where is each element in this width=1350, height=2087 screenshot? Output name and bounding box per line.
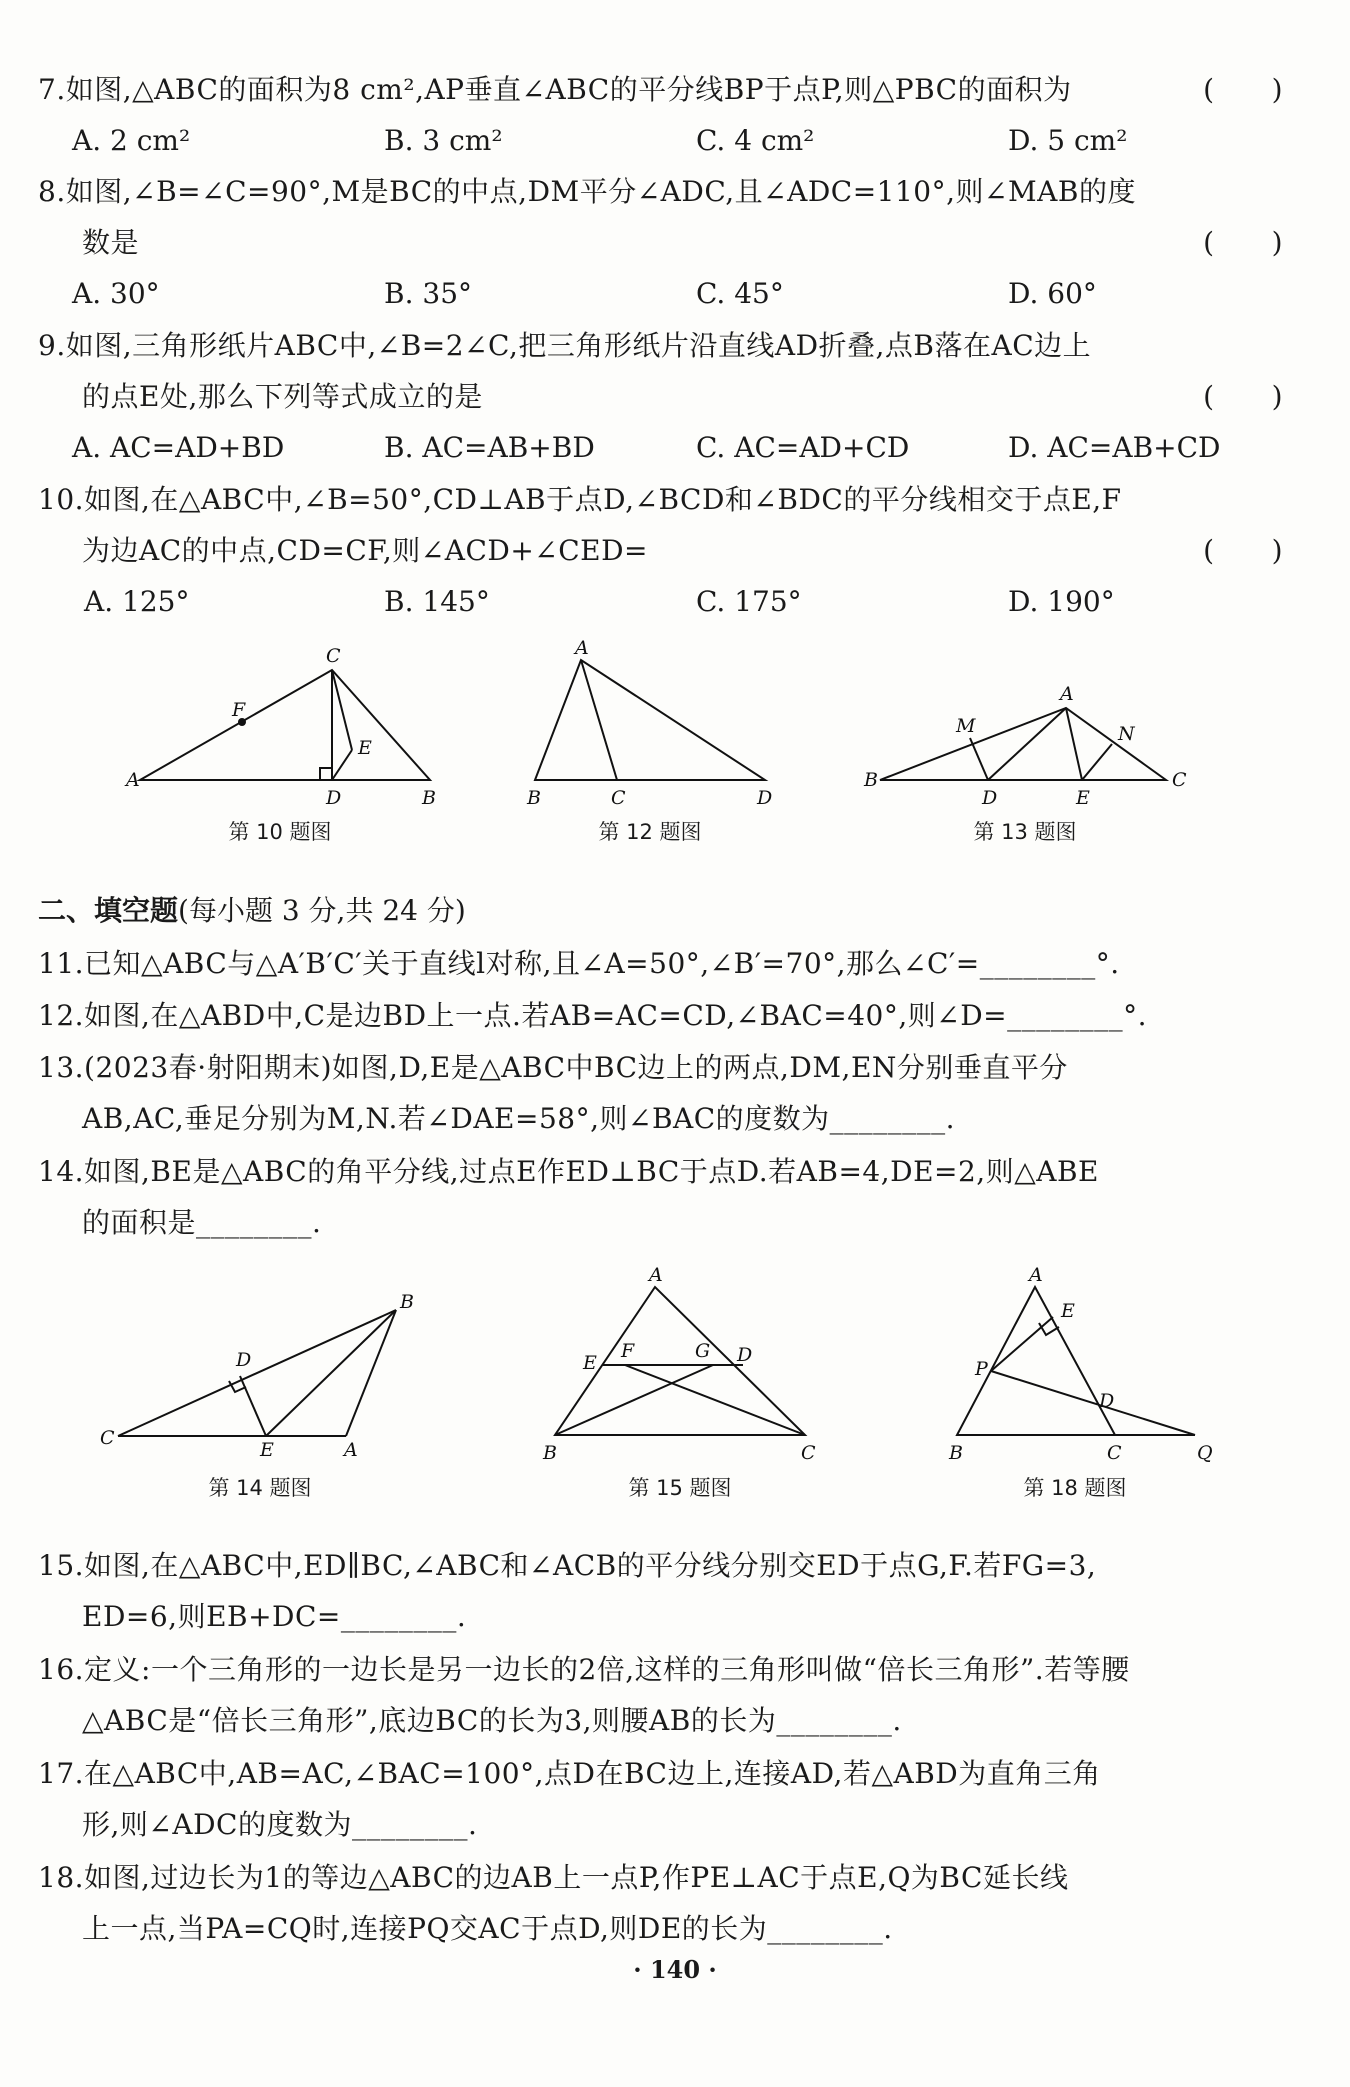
answer-parentheses: ( ) [1203, 534, 1283, 567]
question-15 [38, 1540, 1283, 1642]
question-number: 16. [38, 1653, 85, 1686]
question-text: 如图,在△ABC中,ED∥BC,∠ABC和∠ACB的平分线分别交ED于点G,F.若FG=3, [84, 1549, 1097, 1582]
label-a: A [575, 637, 589, 659]
question-text: 如图,△ABC的面积为8 cm²,AP垂直∠ABC的平分线BP于点P,则△PBC的面积为 [65, 73, 1072, 106]
label-d: D [982, 787, 998, 809]
option-a: A. 30° [72, 277, 160, 310]
question-text-cont: 形,则∠ADC的度数为________. [82, 1808, 478, 1841]
option-c: C. 45° [696, 277, 784, 310]
figure-12 [515, 637, 785, 810]
question-text-cont: 为边AC的中点,CD=CF,则∠ACD+∠CED= [82, 534, 649, 567]
question-text: (2023春·射阳期末)如图,D,E是△ABC中BC边上的两点,DM,EN分别垂直平分 [84, 1051, 1068, 1084]
question-text: 如图,三角形纸片ABC中,∠B=2∠C,把三角形纸片沿直线AD折叠,点B落在AC边上 [65, 329, 1092, 362]
label-b: B [422, 787, 436, 809]
label-e: E [1076, 787, 1090, 809]
question-text: 如图,∠B=∠C=90°,M是BC的中点,DM平分∠ADC,且∠ADC=110°,则∠MAB的度 [65, 175, 1136, 208]
question-13 [38, 1042, 1283, 1144]
section-title: 二、填空题 [38, 894, 179, 927]
question-number: 12. [38, 999, 85, 1032]
option-a: A. 125° [84, 585, 190, 618]
label-a: A [126, 769, 140, 791]
question-number: 14. [38, 1155, 85, 1188]
option-c: C. 4 cm² [696, 124, 815, 157]
option-d: D. 60° [1008, 277, 1097, 310]
question-text-cont: 数是 [82, 226, 140, 259]
question-11 [38, 938, 1283, 989]
options-10 [84, 576, 1314, 627]
question-text: 如图,在△ABD中,C是边BD上一点.若AB=AC=CD,∠BAC=40°,则∠D=________°. [84, 999, 1148, 1032]
label-b: B [400, 1291, 414, 1313]
caption-fig10: 第 10 题图 [228, 820, 332, 844]
option-d: D. 190° [1008, 585, 1115, 618]
caption-fig14: 第 14 题图 [208, 1476, 312, 1500]
label-d: D [326, 787, 342, 809]
section-note: (每小题 3 分,共 24 分) [178, 894, 466, 927]
question-number: 9. [38, 329, 66, 362]
figure-10 [120, 640, 440, 810]
option-b: B. AC=AB+BD [384, 431, 595, 464]
question-16 [38, 1644, 1283, 1746]
question-18 [38, 1852, 1283, 1954]
options-7 [72, 115, 1302, 166]
question-number: 15. [38, 1549, 85, 1582]
option-b: B. 3 cm² [384, 124, 503, 157]
answer-parentheses: ( ) [1203, 226, 1283, 259]
option-c: C. AC=AD+CD [696, 431, 910, 464]
label-d: D [757, 787, 773, 809]
question-number: 8. [38, 175, 66, 208]
question-text: 如图,在△ABC中,∠B=50°,CD⊥AB于点D,∠BCD和∠BDC的平分线相交于点E,F [84, 483, 1122, 516]
label-e: E [358, 737, 372, 759]
caption-fig15: 第 15 题图 [628, 1476, 732, 1500]
label-e: E [583, 1352, 597, 1374]
label-c: C [801, 1442, 816, 1464]
figure-14 [90, 1290, 430, 1460]
label-c: C [100, 1427, 115, 1449]
answer-parentheses: ( ) [1203, 380, 1283, 413]
question-text-cont: 的点E处,那么下列等式成立的是 [82, 380, 483, 413]
question-text-cont: 的面积是________. [82, 1206, 322, 1239]
label-a: A [1060, 683, 1074, 705]
question-17 [38, 1748, 1283, 1850]
label-q: Q [1197, 1442, 1213, 1464]
options-8 [72, 268, 1302, 319]
label-e: E [260, 1439, 274, 1461]
option-d: D. AC=AB+CD [1008, 431, 1221, 464]
question-text: 如图,过边长为1的等边△ABC的边AB上一点P,作PE⊥AC于点E,Q为BC延长线 [84, 1861, 1069, 1894]
question-number: 11. [38, 947, 85, 980]
label-e: E [1061, 1300, 1075, 1322]
label-f: F [232, 699, 246, 721]
label-f: F [621, 1340, 635, 1362]
caption-fig13: 第 13 题图 [973, 820, 1077, 844]
label-n: N [1118, 723, 1135, 745]
question-number: 10. [38, 483, 85, 516]
figure-13 [860, 680, 1187, 810]
option-d: D. 5 cm² [1008, 124, 1128, 157]
caption-fig18: 第 18 题图 [1023, 1476, 1127, 1500]
figure-15 [535, 1265, 835, 1465]
question-text-cont: 上一点,当PA=CQ时,连接PQ交AC于点D,则DE的长为________. [82, 1912, 893, 1945]
question-number: 13. [38, 1051, 85, 1084]
option-a: A. 2 cm² [72, 124, 191, 157]
caption-fig12: 第 12 题图 [598, 820, 702, 844]
label-c: C [1172, 769, 1187, 791]
label-c: C [611, 787, 626, 809]
label-d: D [236, 1349, 252, 1371]
question-9 [38, 320, 1283, 422]
question-8 [38, 166, 1283, 268]
question-text: 在△ABC中,AB=AC,∠BAC=100°,点D在BC边上,连接AD,若△ABD为直角三角 [84, 1757, 1101, 1790]
answer-parentheses: ( ) [1203, 73, 1283, 106]
label-c: C [1107, 1442, 1122, 1464]
label-d: D [737, 1344, 753, 1366]
option-a: A. AC=AD+BD [72, 431, 285, 464]
question-12 [38, 990, 1283, 1041]
label-b: B [864, 769, 878, 791]
option-b: B. 35° [384, 277, 473, 310]
option-b: B. 145° [384, 585, 490, 618]
label-p: P [975, 1358, 988, 1380]
label-b: B [949, 1442, 963, 1464]
question-10 [38, 474, 1283, 576]
label-b: B [543, 1442, 557, 1464]
question-7 [38, 64, 1283, 115]
label-m: M [956, 715, 976, 737]
section-header [38, 885, 466, 936]
label-c: C [326, 645, 341, 667]
label-a: A [344, 1439, 358, 1461]
label-a: A [649, 1264, 663, 1286]
question-number: 7. [38, 73, 66, 106]
options-9 [72, 422, 1302, 473]
label-a: A [1029, 1264, 1043, 1286]
question-number: 17. [38, 1757, 85, 1790]
question-text: 定义:一个三角形的一边长是另一边长的2倍,这样的三角形叫做“倍长三角形”.若等腰 [84, 1653, 1130, 1686]
question-14 [38, 1146, 1283, 1248]
question-text-cont: ED=6,则EB+DC=________. [82, 1600, 467, 1633]
question-text-cont: △ABC是“倍长三角形”,底边BC的长为3,则腰AB的长为________. [82, 1704, 902, 1737]
question-text: 如图,BE是△ABC的角平分线,过点E作ED⊥BC于点D.若AB=4,DE=2,则△ABE [84, 1155, 1099, 1188]
page-number: · 140 · [633, 1955, 717, 1984]
label-d: D [1099, 1390, 1115, 1412]
question-text: 已知△ABC与△A′B′C′关于直线l对称,且∠A=50°,∠B′=70°,那么∠C′=________°. [84, 947, 1120, 980]
label-b: B [527, 787, 541, 809]
question-text-cont: AB,AC,垂足分别为M,N.若∠DAE=58°,则∠BAC的度数为________. [82, 1102, 956, 1135]
label-g: G [695, 1340, 711, 1362]
figure-18 [935, 1265, 1235, 1465]
question-number: 18. [38, 1861, 85, 1894]
option-c: C. 175° [696, 585, 802, 618]
